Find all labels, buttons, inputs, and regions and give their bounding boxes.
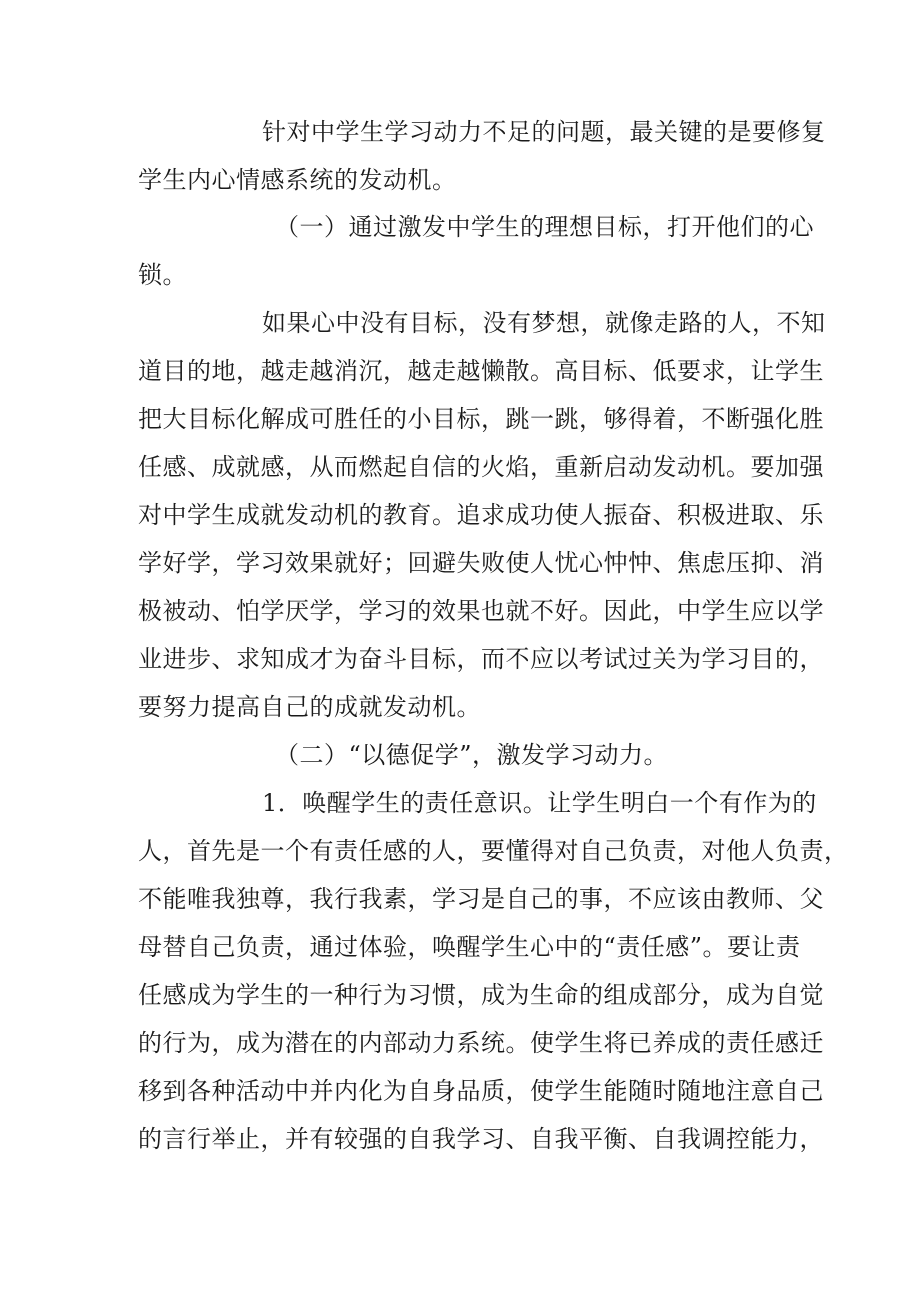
paragraph-2-line-9: 要努力提高自己的成就发动机。 [138, 693, 481, 721]
paragraph-1-line-2: 学生内心情感系统的发动机。 [138, 166, 457, 194]
paragraph-2-line-3: 把大目标化解成可胜任的小目标，跳一跳，够得着，不断强化胜 [138, 405, 824, 433]
paragraph-2-line-7: 极被动、怕学厌学，学习的效果也就不好。因此，中学生应以学 [138, 597, 824, 625]
paragraph-3-line-6: 的行为，成为潜在的内部动力系统。使学生将已养成的责任感迁 [138, 1029, 824, 1057]
paragraph-2-line-2: 道目的地，越走越消沉，越走越懒散。高目标、低要求，让学生 [138, 357, 824, 385]
paragraph-2-line-5: 对中学生成就发动机的教育。追求成功使人振奋、积极进取、乐 [138, 501, 824, 529]
paragraph-1-line-1: 针对中学生学习动力不足的问题，最关键的是要修复 [262, 118, 826, 146]
paragraph-2-line-1: 如果心中没有目标，没有梦想，就像走路的人，不知 [262, 309, 826, 337]
paragraph-2-line-8: 业进步、求知成才为奋斗目标，而不应以考试过关为学习目的， [138, 645, 824, 673]
paragraph-3-line-2: 人，首先是一个有责任感的人，要懂得对自己负责，对他人负责， [138, 837, 849, 865]
heading-1-line-1: （一）通过激发中学生的理想目标，打开他们的心 [275, 213, 814, 241]
paragraph-3-line-7: 移到各种活动中并内化为自身品质，使学生能随时随地注意自己 [138, 1077, 824, 1105]
paragraph-3-line-3: 不能唯我独尊，我行我素，学习是自己的事，不应该由教师、父 [138, 885, 824, 913]
heading-1-line-2: 锁。 [138, 261, 187, 289]
heading-2: （二）“以德促学”，激发学习动力。 [275, 741, 669, 769]
paragraph-3-line-1: 1．唤醒学生的责任意识。让学生明白一个有作为的 [262, 789, 817, 817]
paragraph-3-line-8: 的言行举止，并有较强的自我学习、自我平衡、自我调控能力， [138, 1125, 824, 1153]
paragraph-2-line-4: 任感、成就感，从而燃起自信的火焰，重新启动发动机。要加强 [138, 453, 824, 481]
paragraph-3-line-5: 任感成为学生的一种行为习惯，成为生命的组成部分，成为自觉 [138, 981, 824, 1009]
paragraph-2-line-6: 学好学，学习效果就好；回避失败使人忧心忡忡、焦虑压抑、消 [138, 549, 824, 577]
paragraph-3-line-4: 母替自己负责，通过体验，唤醒学生心中的“责任感”。要让责 [138, 933, 801, 961]
